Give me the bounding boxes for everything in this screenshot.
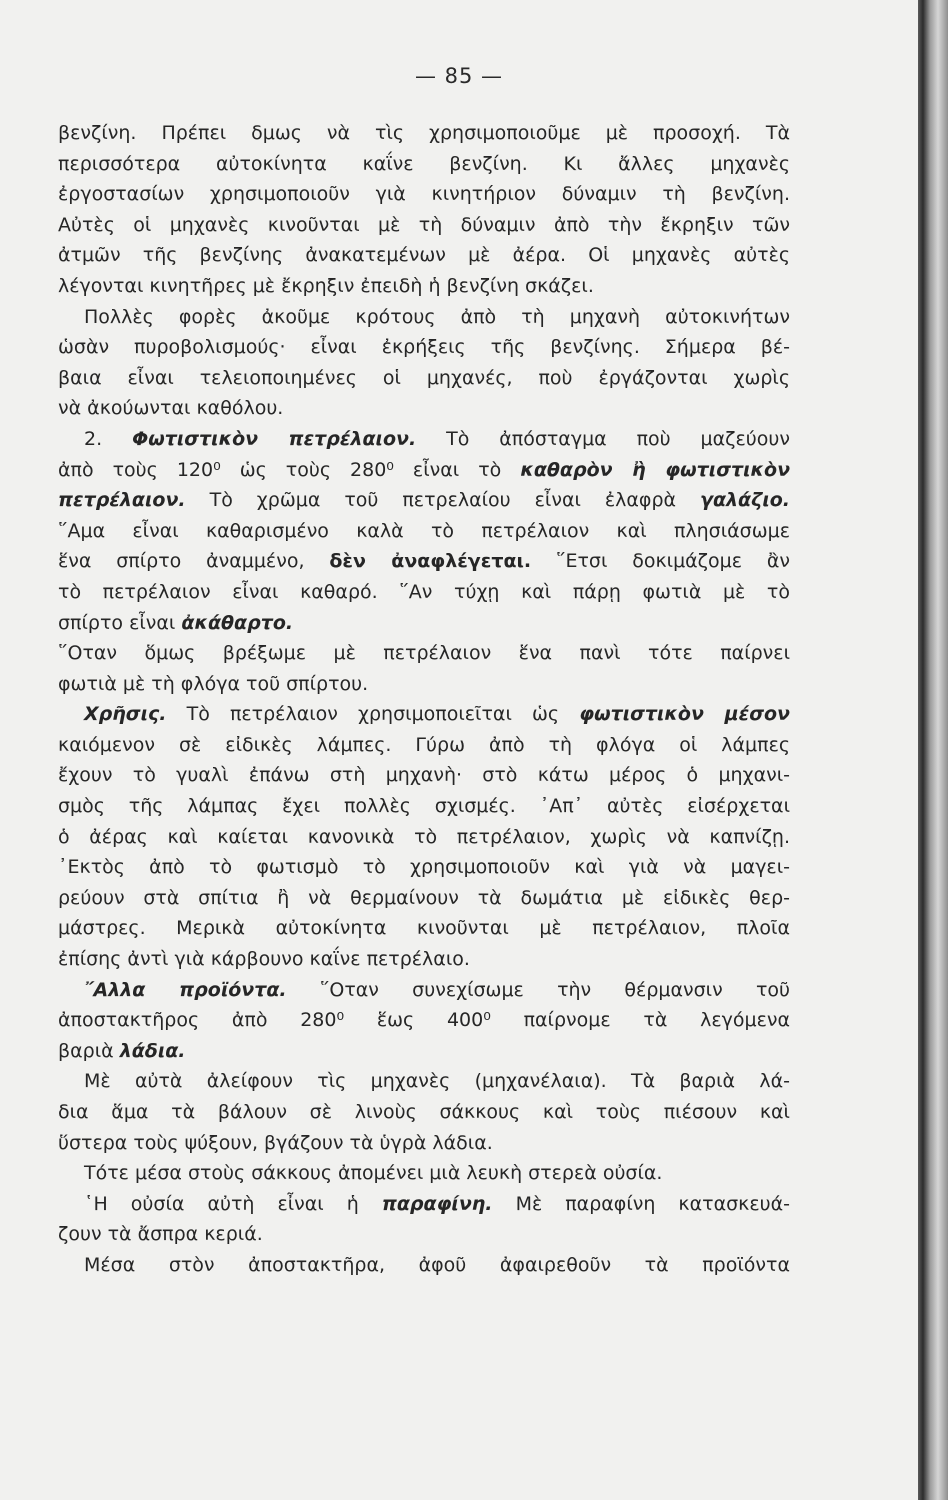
paragraph-explosions: [58, 302, 790, 424]
text-line: ἔχουν τὸ γυαλὶ ἐπάνω στὴ μηχανὴ· στὸ κάτω μέρος ὁ μηχανι-: [58, 764, 790, 787]
text-line: βενζίνη. Πρέπει δμως νὰ τὶς χρησιμοποιοῦμε μὲ προσοχή. Τὰ: [58, 122, 790, 144]
text-line: Μὲ αὐτὰ ἀλείφουν τὶς μηχανὲς (μηχανέλαια). Τὰ βαριὰ λά-: [84, 1070, 790, 1093]
section-heading: Χρῆσις.: [84, 703, 167, 726]
body-text: [58, 118, 790, 1281]
section-heading: Φωτιστικὸν πετρέλαιον.: [132, 427, 417, 450]
paragraph-wet-cloth: [58, 638, 790, 699]
paragraph-paraffin: [58, 1189, 790, 1250]
text-line: ὁ ἀέρας καὶ καίεται κανονικὰ τὸ πετρέλαιον, χωρὶς νὰ καπνίζῃ.: [58, 825, 790, 848]
text-line: μάστρες. Μερικὰ αὐτοκίνητα κινοῦνται μὲ πετρέλαιον, πλοῖα: [58, 917, 790, 940]
emphasis: καθαρὸν ἢ φωτιστικὸν: [520, 458, 791, 481]
section-heading: ῎Αλλα προϊόντα.: [84, 978, 287, 1001]
emphasis: ἀκάθαρτο.: [181, 611, 294, 634]
page-number: — 85 —: [414, 64, 504, 88]
paragraph-other-products: [58, 975, 790, 1067]
text-line: 2. Φωτιστικὸν πετρέλαιον. Τὸ ἀπόσταγμα ποὺ μαζεύουν: [84, 427, 791, 450]
text-line: τὸ πετρέλαιον εἶναι καθαρό. ῞Αν τύχῃ καὶ πάρῃ φωτιὰ μὲ τὸ: [58, 580, 790, 603]
text-line: βαριὰ λάδια.: [58, 1039, 186, 1062]
section-number: 2.: [84, 427, 103, 450]
text-line: ἕνα σπίρτο ἀναμμένο, δὲν ἀναφλέγεται. ῞Ετσι δοκιμάζομε ἂν: [58, 550, 790, 573]
text-line: νὰ ἀκούωνται καθόλου.: [58, 397, 284, 420]
paragraph-usage: [58, 699, 790, 974]
emphasis: πετρέλαιον.: [58, 489, 186, 512]
text-line: Τότε μέσα στοὺς σάκκους ἀπομένει μιὰ λευκὴ στερεὰ οὐσία.: [84, 1162, 663, 1185]
text-line: ὡσὰν πυροβολισμούς· εἶναι ἐκρήξεις τῆς βενζίνης. Σήμερα βέ-: [58, 336, 790, 359]
emphasis: λάδια.: [119, 1039, 186, 1062]
text-line: σπίρτο εἶναι ἀκάθαρτο.: [58, 611, 294, 634]
text-line: ἀποστακτῆρος ἀπὸ 280⁰ ἕως 400⁰ παίρνομε τὰ λεγόμενα: [58, 1009, 790, 1032]
text-line: ᾿Εκτὸς ἀπὸ τὸ φωτισμὸ τὸ χρησιμοποιοῦν καὶ γιὰ νὰ μαγει-: [58, 856, 790, 879]
text-line: Πολλὲς φορὲς ἀκοῦμε κρότους ἀπὸ τὴ μηχανὴ αὐτοκινήτων: [84, 305, 790, 328]
text-line: ὕστερα τοὺς ψύξουν, βγάζουν τὰ ὑγρὰ λάδια.: [58, 1131, 493, 1154]
text-line: λέγονται κινητῆρες μὲ ἔκρηξιν ἐπειδὴ ἡ βενζίνη σκάζει.: [58, 274, 594, 297]
text-line: δια ἅμα τὰ βάλουν σὲ λινοὺς σάκκους καὶ τοὺς πιέσουν καὶ: [58, 1101, 790, 1123]
text-line: ἀτμῶν τῆς βενζίνης ἀνακατεμένων μὲ ἀέρα. Οἱ μηχανὲς αὐτὲς: [58, 244, 790, 267]
paragraph-benzine-engines: [58, 118, 790, 302]
text-line: ἀπὸ τοὺς 120⁰ ὡς τοὺς 280⁰ εἶναι τὸ καθαρὸν ἢ φωτιστικὸν: [58, 458, 791, 481]
emphasis: δὲν ἀναφλέγεται.: [329, 550, 532, 573]
text-line: φωτιὰ μὲ τὴ φλόγα τοῦ σπίρτου.: [58, 672, 369, 695]
text-line: πετρέλαιον. Τὸ χρῶμα τοῦ πετρελαίου εἶναι ἐλαφρὰ γαλάζιο.: [58, 489, 791, 512]
text-line: ῎Αλλα προϊόντα. ῞Οταν συνεχίσωμε τὴν θέρμανσιν τοῦ: [84, 978, 790, 1001]
text-line: περισσότερα αὐτοκίνητα καΐνε βενζίνη. Κι ἄλλες μηχανὲς: [58, 152, 790, 175]
emphasis: παραφίνη.: [381, 1192, 493, 1215]
text-line: ἐπίσης ἀντὶ γιὰ κάρβουνο καΐνε πετρέλαιο.: [58, 948, 470, 971]
emphasis: γαλάζιο.: [700, 489, 791, 512]
text-line: Μέσα στὸν ἀποστακτῆρα, ἀφοῦ ἀφαιρεθοῦν τὰ προϊόντα: [84, 1253, 790, 1276]
paragraph-heavy-oils: [58, 1066, 790, 1158]
emphasis: φωτιστικὸν μέσον: [579, 703, 790, 726]
paragraph-final: [58, 1250, 790, 1281]
text-line: ζουν τὰ ἄσπρα κεριά.: [58, 1223, 263, 1246]
text-line: ῞Οταν ὅμως βρέξωμε μὲ πετρέλαιον ἕνα πανὶ τότε παίρνει: [58, 642, 790, 665]
book-binding-edge: [918, 0, 948, 1500]
paragraph-lighting-petroleum: [58, 424, 790, 638]
text-line: βαια εἶναι τελειοποιημένες οἱ μηχανές, ποὺ ἐργάζονται χωρὶς: [58, 366, 790, 389]
text-line: σμὸς τῆς λάμπας ἔχει πολλὲς σχισμές. ᾿Απ᾿ αὐτὲς εἰσέρχεται: [58, 795, 790, 818]
text-line: ρεύουν στὰ σπίτια ἢ νὰ θερμαίνουν τὰ δωμάτια μὲ εἰδικὲς θερ-: [58, 886, 790, 909]
text-line: ῞Αμα εἶναι καθαρισμένο καλὰ τὸ πετρέλαιον καὶ πλησιάσωμε: [58, 519, 790, 542]
paragraph-solid-residue: [58, 1158, 790, 1189]
text-line: Χρῆσις. Τὸ πετρέλαιον χρησιμοποιεῖται ὡς φωτιστικὸν μέσον: [84, 703, 790, 726]
text-line: καιόμενον σὲ εἰδικὲς λάμπες. Γύρω ἀπὸ τὴ φλόγα οἱ λάμπες: [58, 733, 790, 756]
text-line: ῾Η οὐσία αὐτὴ εἶναι ἡ παραφίνη. Μὲ παραφίνη κατασκευά-: [84, 1192, 791, 1215]
text-line: ἐργοστασίων χρησιμοποιοῦν γιὰ κινητήριον δύναμιν τὴ βενζίνη.: [58, 183, 790, 206]
text-line: Αὐτὲς οἱ μηχανὲς κινοῦνται μὲ τὴ δύναμιν ἀπὸ τὴν ἔκρηξιν τῶν: [58, 213, 790, 236]
